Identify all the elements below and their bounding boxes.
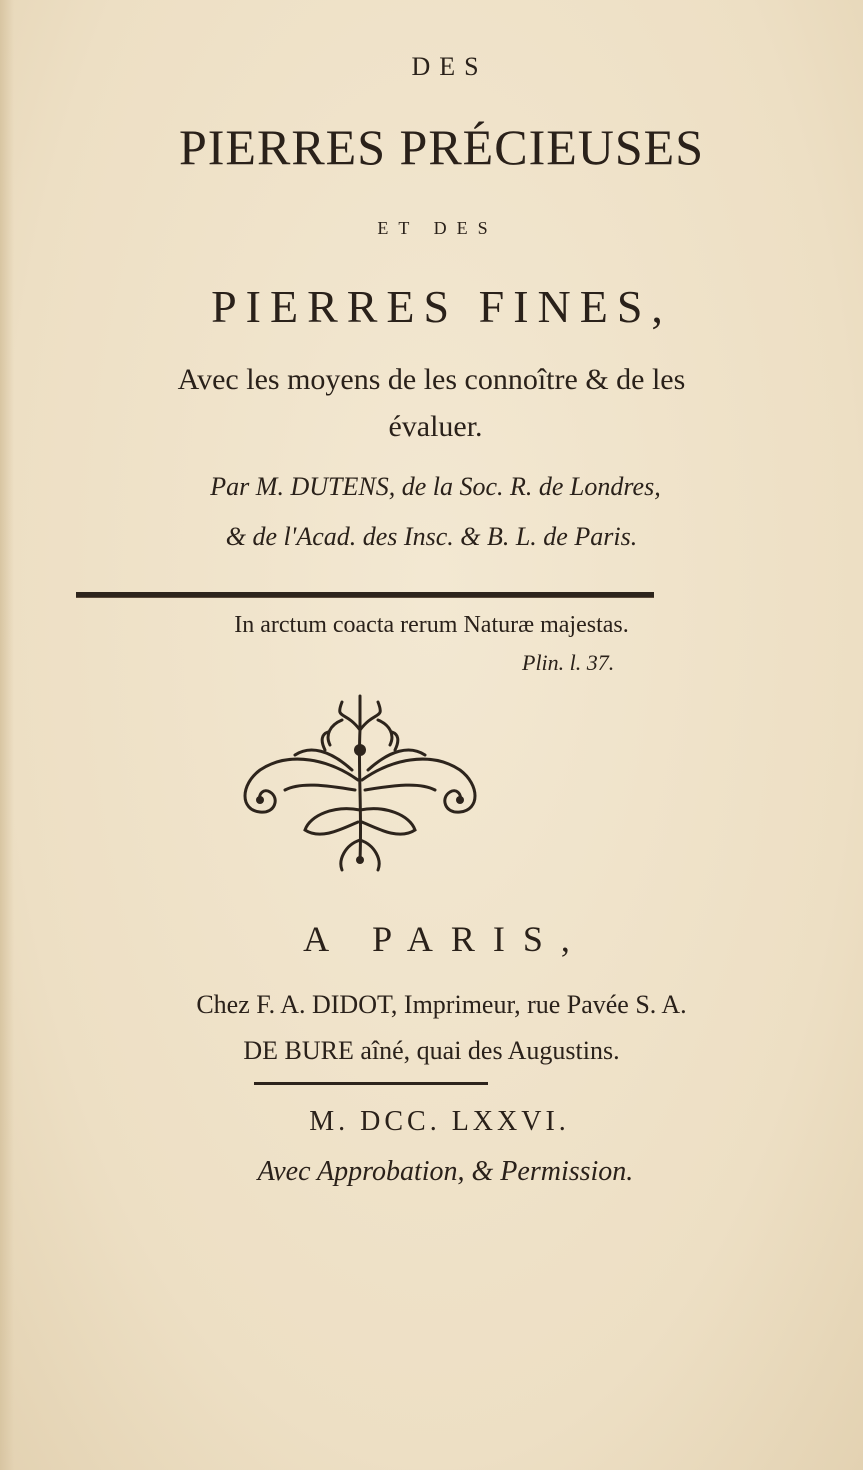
publisher-line-2: DE BURE aîné, quai des Augustins. <box>243 1036 620 1065</box>
author-line-2: & de l'Acad. des Insc. & B. L. de Paris. <box>225 522 638 551</box>
approbation-line: Avec Approbation, & Permission. <box>257 1156 634 1187</box>
second-title: PIERRES FINES, <box>211 281 672 332</box>
fleuron-ornament-icon <box>230 690 490 880</box>
imprint-place: A PARIS, <box>303 919 588 959</box>
main-title: PIERRES PRÉCIEUSES <box>178 119 705 175</box>
author-line-1: Par M. DUTENS, de la Soc. R. de Londres, <box>210 472 661 501</box>
header-des: DES <box>411 52 488 81</box>
publisher-line-1: Chez F. A. DIDOT, Imprimeur, rue Pavée S. A. <box>196 990 687 1019</box>
epigraph-motto: In arctum coacta rerum Naturæ majestas. <box>234 612 629 638</box>
subtitle-line-1: Avec les moyens de les connoître & de les <box>177 363 686 396</box>
publication-date: M. DCC. LXXVI. <box>309 1106 570 1137</box>
title-connector: ET DES <box>377 218 498 238</box>
double-rule-divider <box>76 592 654 598</box>
short-rule-divider <box>254 1082 488 1085</box>
epigraph-source: Plin. l. 37. <box>522 650 615 675</box>
subtitle-line-2: évaluer. <box>388 410 483 443</box>
